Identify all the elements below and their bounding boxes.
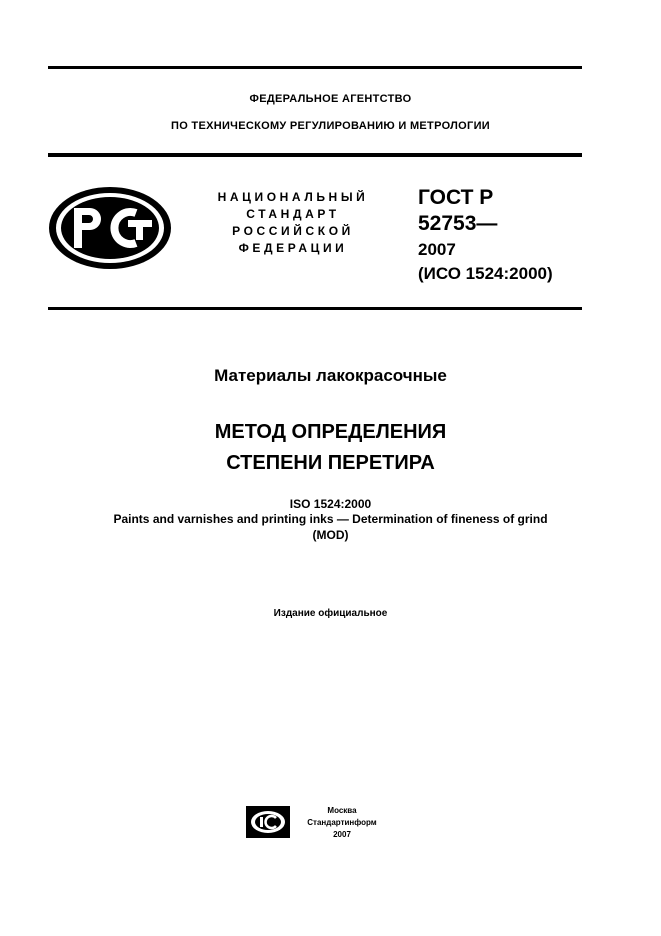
gost-label: ГОСТ Р — [418, 186, 494, 209]
main-title-line-2: СТЕПЕНИ ПЕРЕТИРА — [226, 452, 435, 474]
standard-bottom-rule — [48, 307, 582, 310]
gost-year: 2007 — [418, 240, 456, 259]
publisher-name: Стандартинформ — [307, 818, 377, 827]
national-standard-line-2: СТАНДАРТ — [246, 207, 340, 221]
publisher-year: 2007 — [333, 830, 351, 839]
agency-line-2: ПО ТЕХНИЧЕСКОМУ РЕГУЛИРОВАНИЮ И МЕТРОЛОГИИ — [171, 120, 490, 132]
iso-reference: (ИСО 1524:2000) — [418, 264, 553, 283]
publisher-city: Москва — [327, 806, 357, 815]
national-standard-line-1: НАЦИОНАЛЬНЫЙ — [217, 190, 369, 204]
gost-number: 52753— — [418, 212, 498, 235]
national-standard-line-4: ФЕДЕРАЦИИ — [238, 241, 348, 255]
top-rule — [48, 66, 582, 69]
gost-r-logo-icon — [46, 184, 174, 272]
iso-modification: (MOD) — [312, 528, 349, 542]
category-title: Материалы лакокрасочные — [214, 366, 447, 385]
iso-code: ISO 1524:2000 — [289, 497, 372, 511]
national-standard-line-3: РОССИЙСКОЙ — [232, 224, 354, 238]
edition-label: Издание официальное — [273, 608, 388, 619]
agency-line-1: ФЕДЕРАЛЬНОЕ АГЕНТСТВО — [249, 93, 412, 105]
agency-bottom-rule — [48, 153, 582, 157]
main-title-line-1: МЕТОД ОПРЕДЕЛЕНИЯ — [214, 421, 447, 443]
iso-english-title: Paints and varnishes and printing inks — Determination of fineness of grind — [113, 512, 548, 526]
standartinform-logo-icon — [246, 806, 290, 838]
